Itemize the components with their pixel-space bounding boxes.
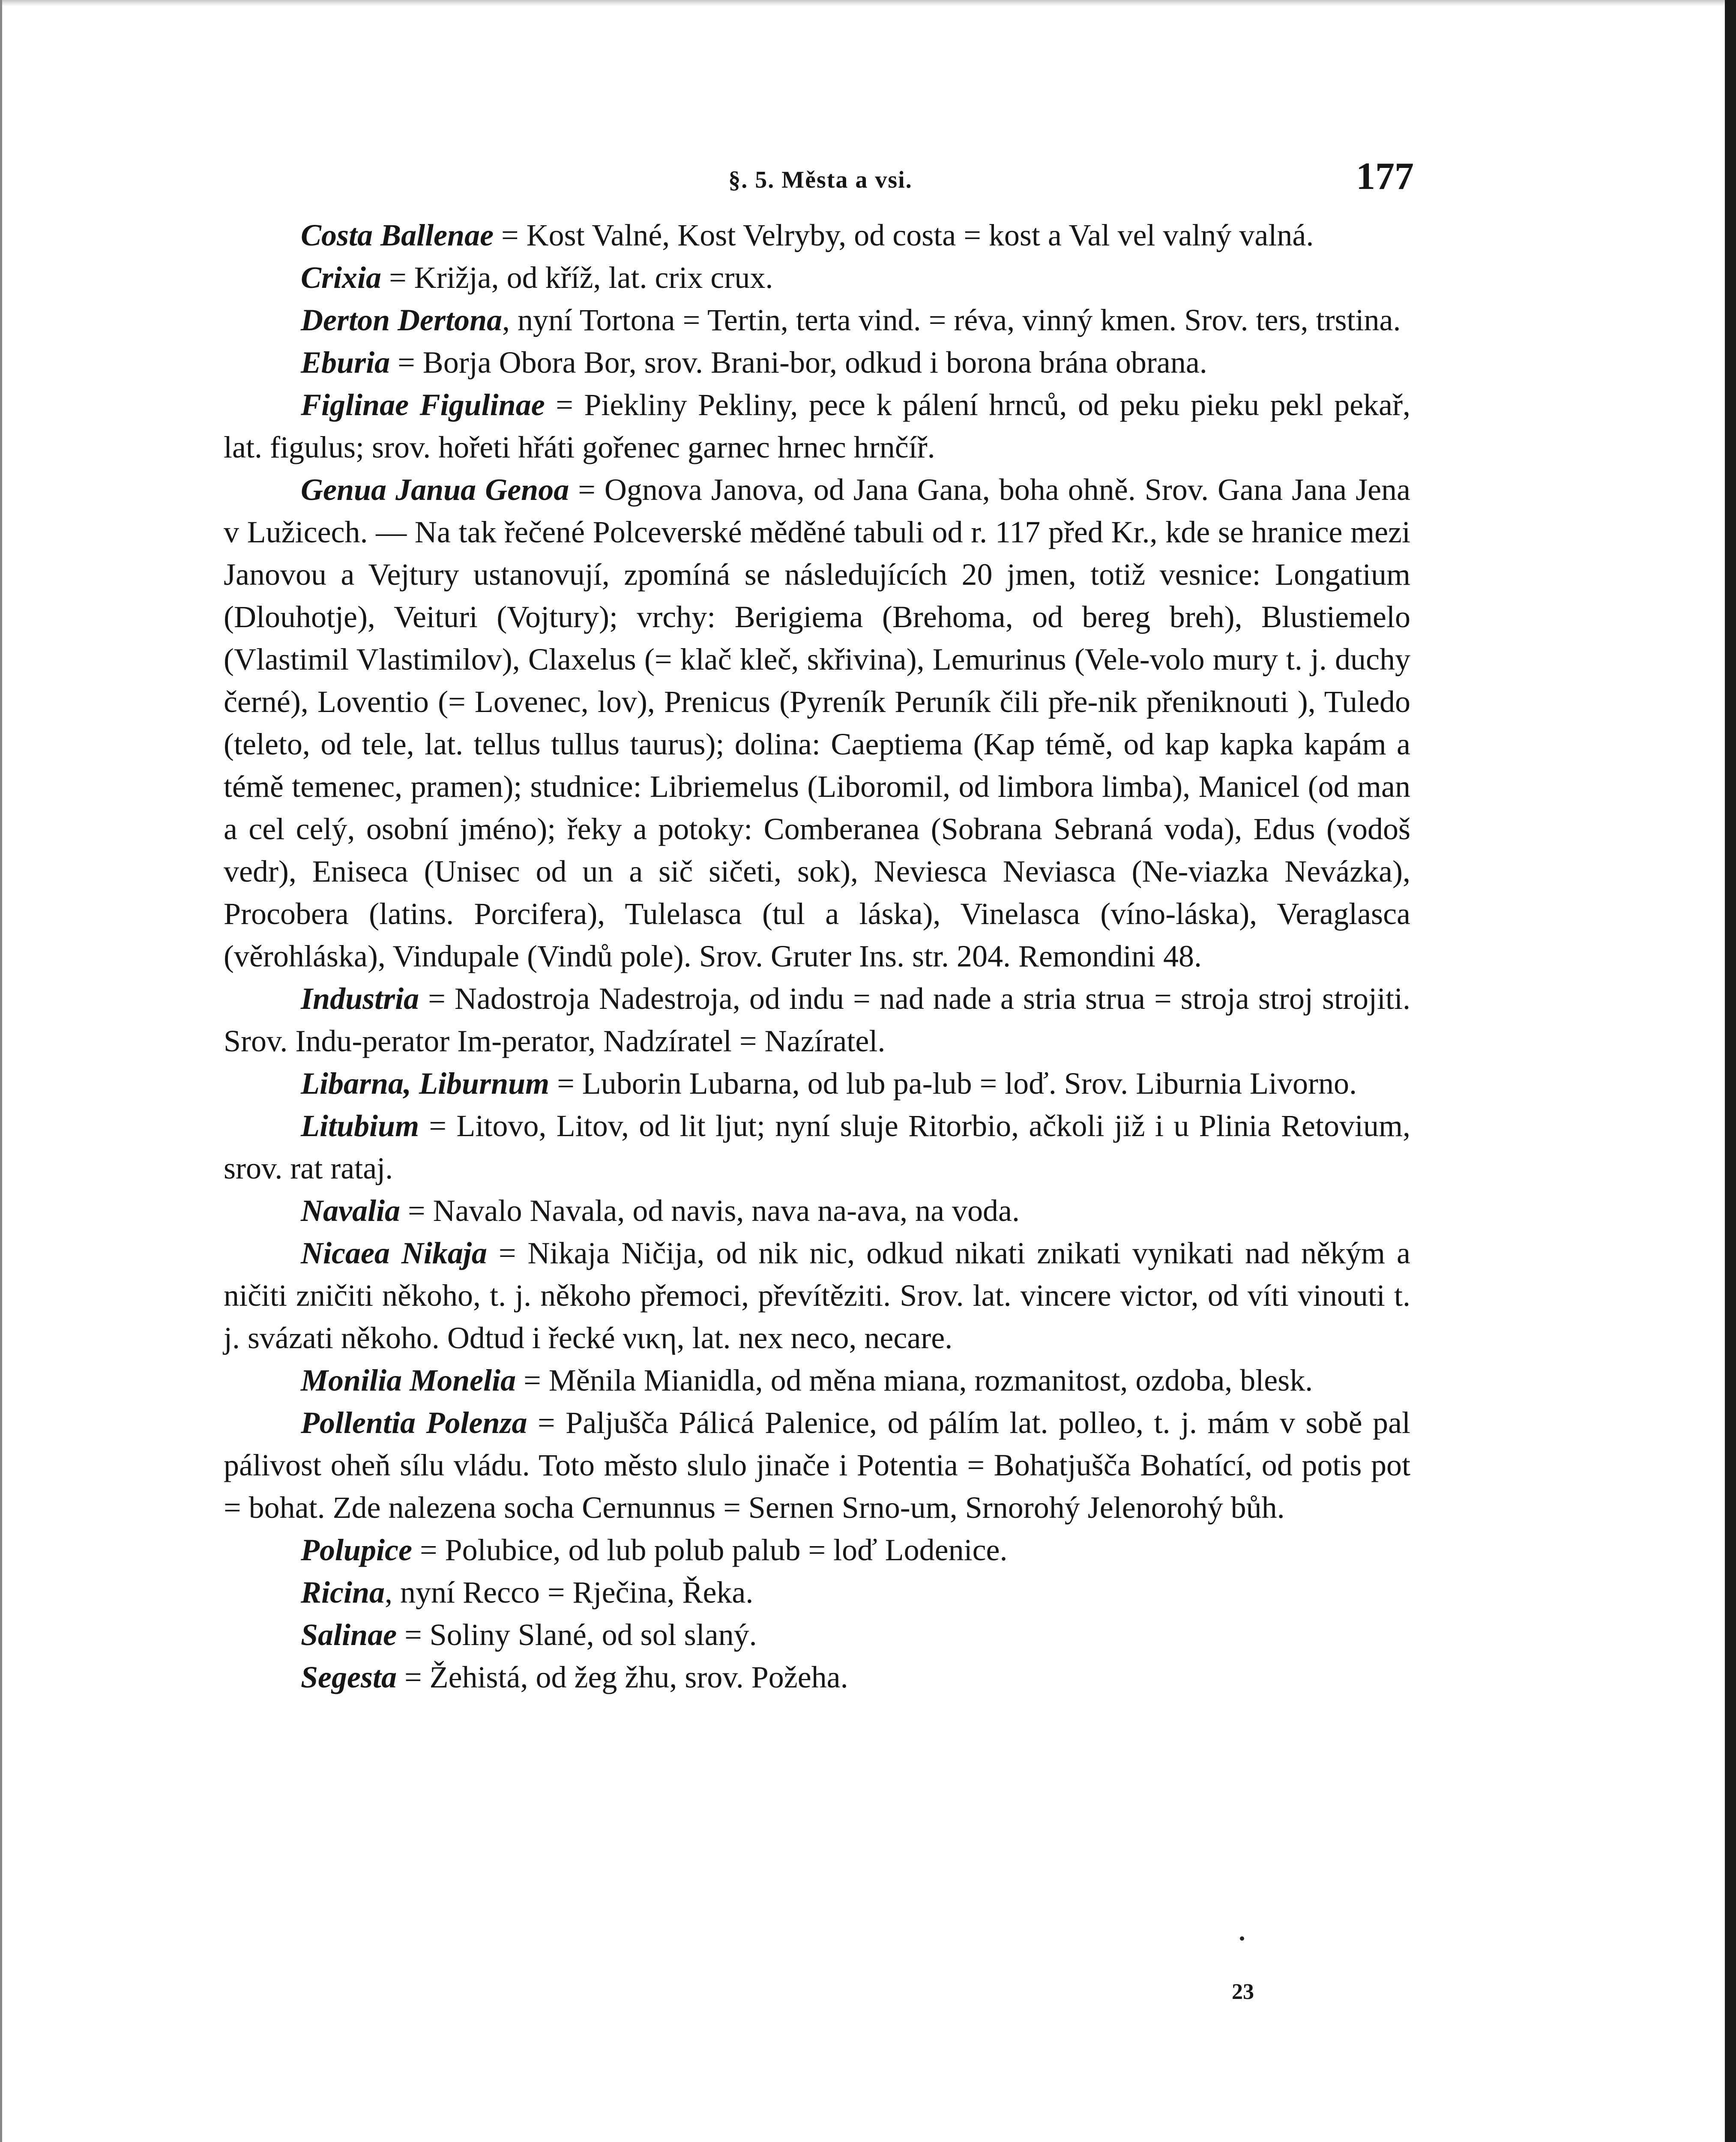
entry-text: = Měnila Mianidla, od měna miana, rozmanitost, ozdoba, blesk.	[516, 1363, 1313, 1397]
entry-salinae	[224, 1614, 1410, 1656]
entry-term: Pollentia Polenza	[301, 1406, 527, 1440]
entry-term: Segesta	[301, 1660, 397, 1694]
entry-figlinae	[224, 384, 1410, 469]
entry-term: Derton Dertona	[301, 303, 503, 337]
entry-text: = Križja, od kříž, lat. crix crux.	[381, 260, 773, 295]
entry-text: = Paljušča Pálicá Palenice, od pálím lat. polleo, t. j. mám v sobě pal pálivost oheň sílu vládu. Toto město slulo jinače i Potentia = Bohatjušča Bohatící, od potis pot = bohat. Zde nalezena socha Cernunnus = Sernen Srno-um, Srnorohý Jelenorohý bůh.	[224, 1406, 1411, 1525]
entry-text: = Litovo, Litov, od lit ljut; nyní sluje Ritorbio, ačkoli již i u Plinia Retovium, srov. rat rataj.	[224, 1109, 1410, 1185]
entry-text: , nyní Recco = Rječina, Řeka.	[385, 1575, 754, 1609]
entry-term: Navalia	[301, 1194, 400, 1228]
body-text	[224, 214, 1410, 1699]
scan-edge-right	[1725, 0, 1736, 2142]
entry-industria	[224, 978, 1410, 1062]
page-number: 177	[1356, 155, 1414, 197]
entry-nicaea	[224, 1232, 1410, 1359]
entry-text: = Borja Obora Bor, srov. Brani-bor, odkud i borona brána obrana.	[390, 345, 1207, 380]
entry-term: Figlinae Figulinae	[301, 388, 545, 422]
stray-dot	[1240, 1936, 1244, 1941]
page-header	[227, 154, 1414, 206]
entry-polupice	[224, 1529, 1410, 1571]
entry-term: Genua Janua Genoa	[301, 473, 569, 507]
entry-monilia	[224, 1359, 1410, 1402]
entry-text: = Polubice, od lub polub palub = loď Lodenice.	[412, 1533, 1008, 1567]
entry-text: = Kost Valné, Kost Velryby, od costa = kost a Val vel valný valná.	[494, 218, 1314, 252]
entry-text: = Soliny Slané, od sol slaný.	[397, 1618, 757, 1652]
entry-pollentia	[224, 1402, 1410, 1529]
entry-derton	[224, 299, 1410, 341]
entry-text: = Luborin Lubarna, od lub pa-lub = loď. Srov. Liburnia Livorno.	[549, 1066, 1357, 1101]
entry-text: = Nikaja Ničija, od nik nic, odkud nikati znikati vynikati nad někým a ničiti zničiti někoho, t. j. někoho přemoci, převítěziti. Srov. lat. vincere victor, od víti vinouti t. j. svázati někoho. Odtud i řecké νικη, lat. nex neco, necare.	[224, 1236, 1410, 1355]
entry-term: Litubium	[301, 1109, 419, 1143]
entry-term: Polupice	[301, 1533, 412, 1567]
scan-edge-top	[0, 0, 1736, 6]
entry-term: Eburia	[301, 345, 390, 380]
entry-term: Crixia	[301, 260, 382, 295]
entry-term: Libarna, Liburnum	[301, 1066, 550, 1101]
scan-edge-left	[0, 0, 2, 2142]
entry-term: Nicaea Nikaja	[301, 1236, 487, 1270]
entry-text: = Navalo Navala, od navis, nava na-ava, na voda.	[400, 1194, 1020, 1228]
signature-mark: 23	[1232, 1980, 1254, 2004]
entry-term: Ricina	[301, 1575, 385, 1609]
entry-segesta	[224, 1656, 1410, 1699]
entry-text: = Nadostroja Nadestroja, od indu = nad nade a stria strua = stroja stroj strojiti. Srov. Indu-perator Im-perator, Nadzíratel = Nazíratel.	[224, 981, 1410, 1058]
entry-eburia	[224, 341, 1410, 384]
entry-text: = Piekliny Pekliny, pece k pálení hrnců, od peku pieku pekl pekař, lat. figulus; srov. hořeti hřáti gořenec garnec hrnec hrnčíř.	[224, 388, 1410, 464]
entry-costa-ballenae	[224, 214, 1410, 257]
entry-ricina	[224, 1571, 1410, 1614]
entry-text: , nyní Tortona = Tertin, terta vind. = réva, vinný kmen. Srov. ters, trstina.	[502, 303, 1401, 337]
entry-text: = Žehistá, od žeg žhu, srov. Požeha.	[396, 1660, 848, 1694]
entry-term: Salinae	[301, 1618, 397, 1652]
entry-term: Costa Ballenae	[301, 218, 494, 252]
entry-crixia	[224, 257, 1410, 299]
running-head: §. 5. Města a vsi.	[728, 167, 913, 193]
entry-litubium	[224, 1105, 1410, 1190]
entry-term: Industria	[301, 981, 419, 1016]
entry-term: Monilia Monelia	[301, 1363, 516, 1397]
entry-genua	[224, 469, 1410, 978]
entry-navalia	[224, 1190, 1410, 1232]
entry-text: = Ognova Janova, od Jana Gana, boha ohně. Srov. Gana Jana Jena v Lužicech. — Na tak řečené Polceverské měděné tabuli od r. 117 před Kr., kde se hranice mezi Janovou a Vejtury ustanovují, zpomíná se následujících 20 jmen, totiž vesnice: Longatium (Dlouhotje), Veituri (Vojtury); vrchy: Berigiema (Brehoma, od bereg breh), Blustiemelo (Vlastimil Vlastimilov), Claxelus (= klač kleč, skřivina), Lemurinus (Vele-volo mury t. j. duchy černé), Loventio (= Lovenec, lov), Prenicus (Pyreník Peruník čili pře-nik přeniknouti ), Tuledo (teleto, od tele, lat. tellus tullus taurus); dolina: Caeptiema (Kap témě, od kap kapka kapám a témě temenec, pramen); studnice: Libriemelus (Liboromil, od limbora limba), Manicel (od man a cel celý, osobní jméno); řeky a potoky: Comberanea (Sobrana Sebraná voda), Edus (vodoš vedr), Eniseca (Unisec od un a sič sičeti, sok), Neviesca Neviasca (Ne-viazka Nevázka), Procobera (latins. Porcifera), Tulelasca (tul a láska), Vinelasca (víno-láska), Veraglasca (věrohláska), Vindupale (Vindů pole). Srov. Gruter Ins. str. 204. Remondini 48.	[224, 473, 1411, 973]
entry-libarna	[224, 1062, 1410, 1105]
